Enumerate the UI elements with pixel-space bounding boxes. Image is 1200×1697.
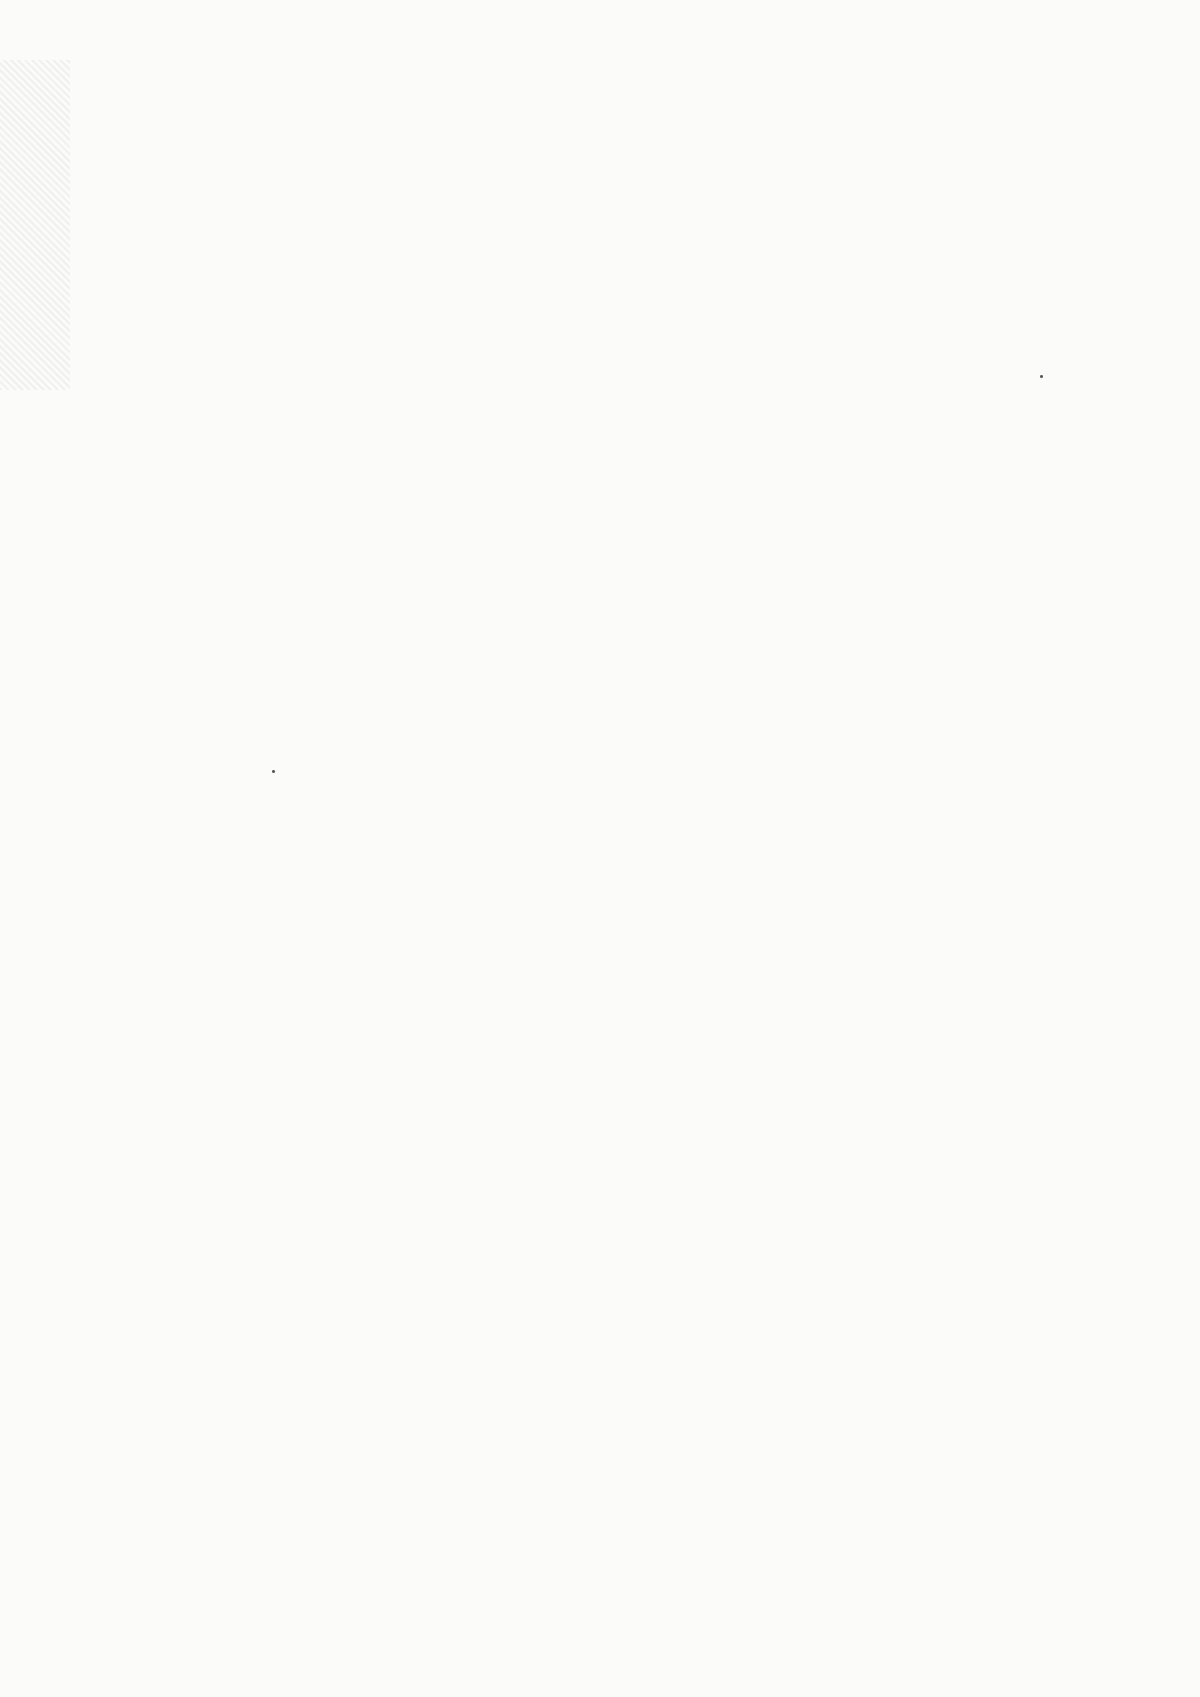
scan-noise: [0, 60, 70, 390]
title-line-1: [1180, 0, 1200, 55]
document-title: [1180, 0, 1200, 55]
scan-speck: [1040, 375, 1043, 378]
scan-speck: [272, 770, 275, 773]
rotated-document-page: [1050, 0, 1200, 55]
